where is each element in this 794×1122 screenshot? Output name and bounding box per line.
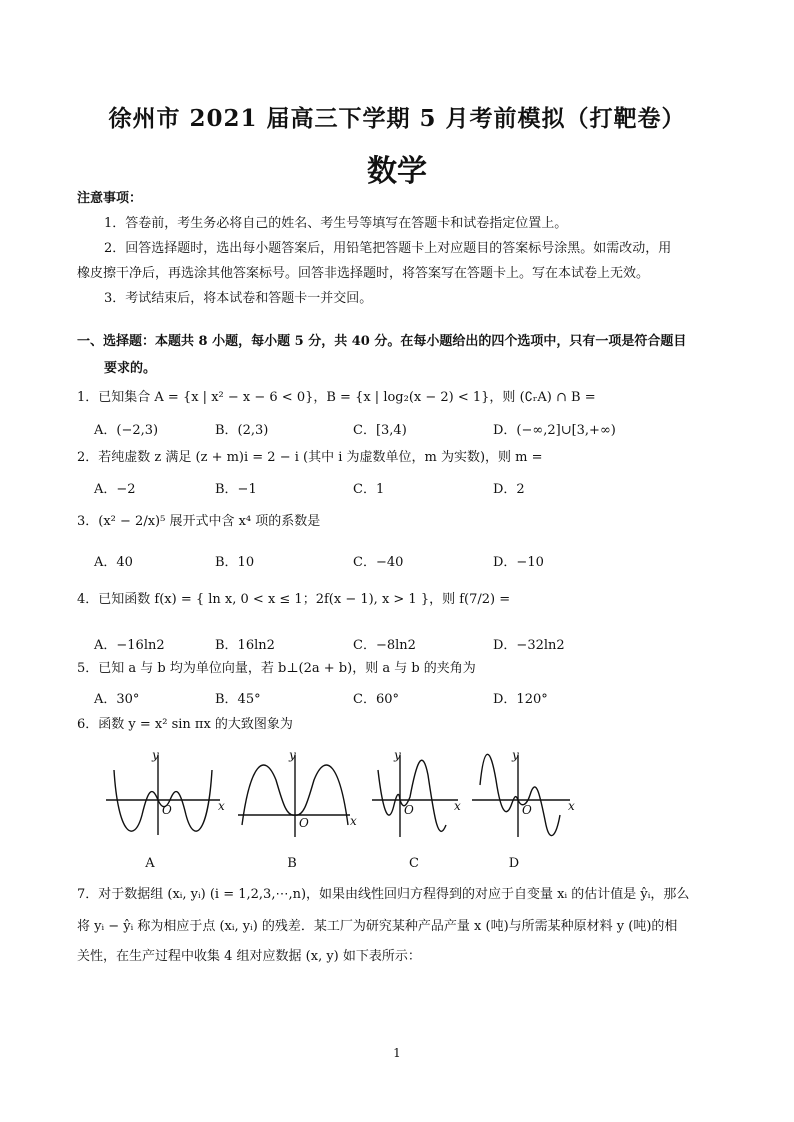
subject-title: 数学	[367, 154, 427, 189]
question-stem: 1．已知集合 A = {x | x² − x − 6 < 0}，B = {x | log₂(x − 2) < 1}，则 (∁ᵣA) ∩ B =	[77, 390, 596, 405]
page-number: 1	[393, 1046, 401, 1060]
graph-b	[238, 755, 350, 837]
option-b: B．(2,3)	[215, 423, 269, 438]
page-title: 徐州市 2021 届高三下学期 5 月考前模拟（打靶卷）	[108, 105, 686, 132]
question-stem: 2．若纯虚数 z 满足 (z + m)i = 2 − i (其中 i 为虚数单位，m 为实数)，则 m =	[77, 450, 543, 465]
section-heading-cont: 要求的。	[104, 361, 157, 376]
question-stem: 3．(x² − 2/x)⁵ 展开式中含 x⁴ 项的系数是	[77, 514, 321, 529]
option-a: A．(−2,3)	[94, 423, 159, 438]
y-axis-label: y	[394, 748, 401, 762]
option-a: A．−16ln2	[94, 638, 165, 653]
question-stem-cont: 关性，在生产过程中收集 4 组对应数据 (x, y) 如下表所示：	[77, 949, 421, 964]
x-axis-label: x	[218, 799, 225, 813]
option-b: B．45°	[215, 692, 261, 707]
option-d: D．2	[493, 482, 525, 497]
x-axis-label: x	[568, 799, 575, 813]
y-axis-label: y	[289, 748, 296, 762]
function-graphs	[100, 745, 580, 845]
graph-d	[472, 754, 570, 837]
option-b: B．10	[215, 555, 255, 570]
note-item: 3．考试结束后，将本试卷和答题卡一并交回。	[104, 291, 373, 306]
origin-label: O	[522, 803, 532, 817]
notes-heading: 注意事项：	[77, 191, 143, 206]
option-c: C．1	[353, 482, 385, 497]
option-c: C．[3,4)	[353, 423, 407, 438]
option-d: D．(−∞,2]∪[3,+∞)	[493, 423, 616, 438]
option-c: C．60°	[353, 692, 399, 707]
option-b: B．16ln2	[215, 638, 275, 653]
graph-label-d: D	[508, 856, 520, 871]
x-axis-label: x	[454, 799, 461, 813]
option-d: D．−10	[493, 555, 544, 570]
y-axis-label: y	[512, 748, 519, 762]
question-stem-cont: 将 yᵢ − ŷᵢ 称为相应于点 (xᵢ, yᵢ) 的残差．某工厂为研究某种产品产量 x (吨)与所需某种原材料 y (吨)的相	[77, 919, 678, 934]
origin-label: O	[404, 803, 414, 817]
section-heading: 一、选择题：本题共 8 小题，每小题 5 分，共 40 分。在每小题给出的四个选项中，只有一项是符合题目	[77, 334, 687, 349]
option-a: A．−2	[94, 482, 136, 497]
question-stem: 5．已知 a 与 b 均为单位向量，若 b⊥(2a + b)，则 a 与 b 的夹角为	[77, 661, 476, 676]
graph-a	[106, 755, 220, 835]
note-item: 橡皮擦干净后，再选涂其他答案标号。回答非选择题时，将答案写在答题卡上。写在本试卷上无效。	[77, 266, 650, 281]
option-d: D．−32ln2	[493, 638, 565, 653]
question-stem: 7．对于数据组 (xᵢ, yᵢ) (i = 1,2,3,⋯,n)，如果由线性回归方程得到的对应于自变量 xᵢ 的估计值是 ŷᵢ，那么	[77, 887, 690, 902]
option-c: C．−8ln2	[353, 638, 416, 653]
y-axis-label: y	[152, 748, 159, 762]
option-d: D．120°	[493, 692, 548, 707]
x-axis-label: x	[350, 814, 357, 828]
question-stem: 6．函数 y = x² sin πx 的大致图象为	[77, 717, 293, 732]
graph-label-a: A	[145, 856, 155, 871]
note-item: 2．回答选择题时，选出每小题答案后，用铅笔把答题卡上对应题目的答案标号涂黑。如需改动，用	[104, 241, 672, 256]
graph-c	[372, 755, 458, 837]
graph-label-b: B	[287, 856, 297, 871]
origin-label: O	[299, 816, 309, 830]
origin-label: O	[162, 803, 172, 817]
option-a: A．30°	[94, 692, 140, 707]
question-stem: 4．已知函数 f(x) = { ln x, 0 < x ≤ 1；2f(x − 1), x > 1 }，则 f(7/2) =	[77, 592, 511, 607]
option-b: B．−1	[215, 482, 257, 497]
option-c: C．−40	[353, 555, 404, 570]
option-a: A．40	[94, 555, 133, 570]
graph-label-c: C	[409, 856, 419, 871]
note-item: 1．答卷前，考生务必将自己的姓名、考生号等填写在答题卡和试卷指定位置上。	[104, 216, 568, 231]
